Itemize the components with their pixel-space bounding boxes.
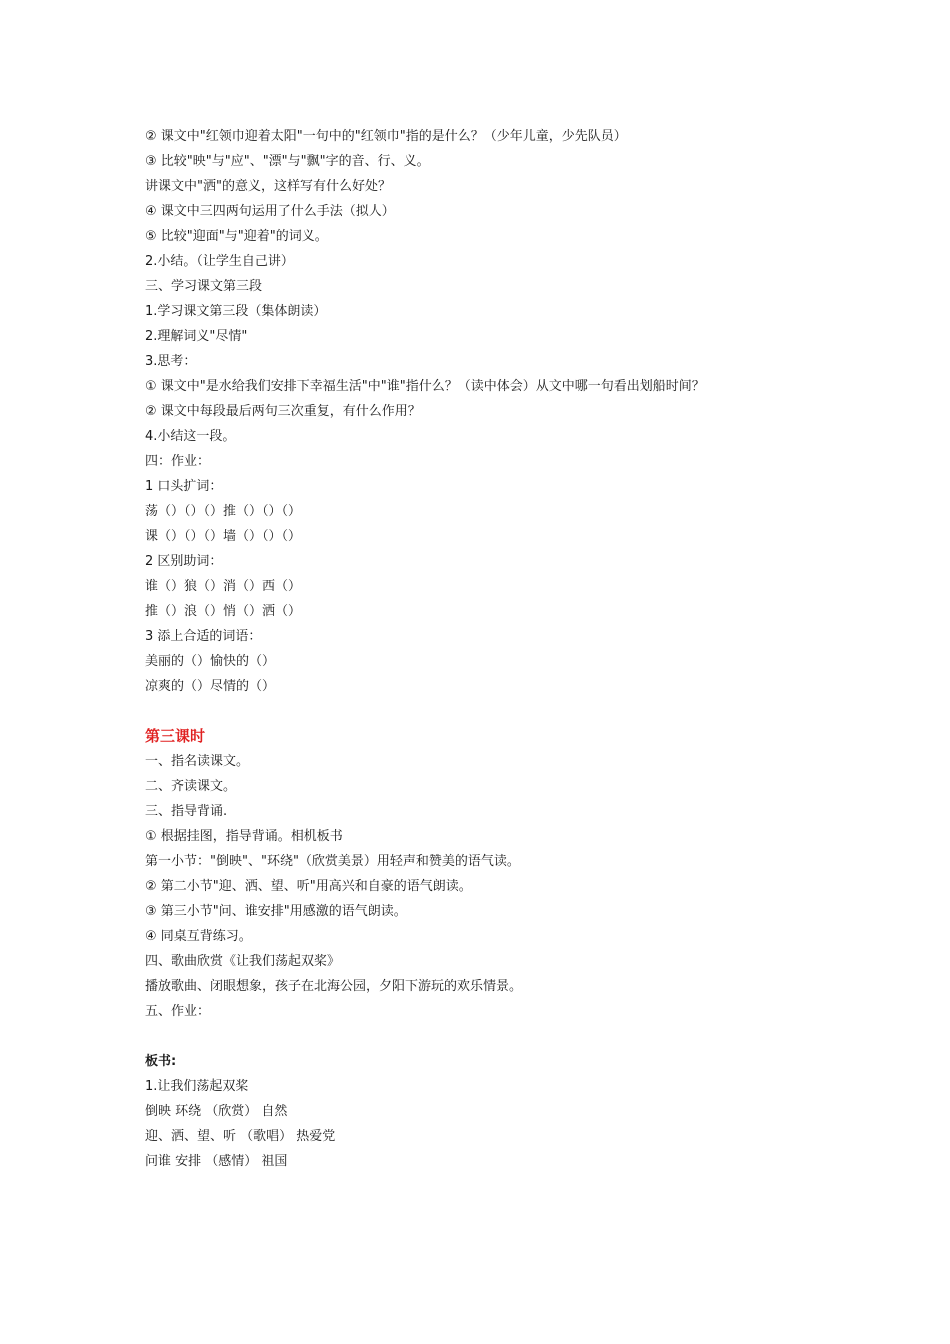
section-blackboard — [145, 1049, 845, 1174]
lesson-three-step-4: 四、歌曲欣赏《让我们荡起双桨》 — [145, 954, 341, 969]
homework-3-row-2: 凉爽的（）尽情的（） — [145, 679, 276, 694]
heading-part-three: 三、学习课文第三段 — [145, 279, 263, 294]
song-description: 播放歌曲、闭眼想象，孩子在北海公园，夕阳下游玩的欢乐情景。 — [145, 979, 523, 994]
blackboard-line-4: 问谁 安排 （感情） 祖国 — [145, 1154, 288, 1169]
lesson-three-step-5: 五、作业： — [145, 1004, 211, 1019]
think-question-1: ① 课文中"是水给我们安排下幸福生活"中"谁"指什么？（读中体会）从文中哪一句看出划船时间？ — [145, 379, 705, 394]
homework-2-title: 2 区别助词： — [145, 554, 223, 569]
homework-1-row-1: 荡（）（）（）推（）（）（） — [145, 504, 302, 519]
recite-item-3: ③ 第三小节"问、谁安排"用感激的语气朗读。 — [145, 904, 407, 919]
question-4-technique: ④ 课文中三四两句运用了什么手法（拟人） — [145, 204, 395, 219]
section-lesson-three — [145, 724, 845, 1024]
spacer — [145, 1024, 845, 1049]
question-3-compare-chars: ③ 比较"映"与"应"、"漂"与"飘"字的音、行、义。 — [145, 154, 430, 169]
homework-2-row-1: 谁（）狼（）消（）西（） — [145, 579, 302, 594]
blackboard-title: 板书: — [145, 1054, 177, 1069]
homework-1-row-2: 课（）（）（）墙（）（）（） — [145, 529, 302, 544]
homework-3-title: 3 添上合适的词语： — [145, 629, 262, 644]
recite-stanza-1: 第一小节："倒映"、"环绕"（欣赏美景）用轻声和赞美的语气读。 — [145, 854, 520, 869]
question-sa-meaning: 讲课文中"洒"的意义，这样写有什么好处？ — [145, 179, 391, 194]
homework-1-title: 1 口头扩词： — [145, 479, 223, 494]
lesson-three-step-2: 二、齐读课文。 — [145, 779, 237, 794]
summary-2: 2.小结。（让学生自己讲） — [145, 254, 294, 269]
blackboard-line-3: 迎、洒、望、听 （歌唱） 热爱党 — [145, 1129, 336, 1144]
step-2-vocab: 2.理解词义"尽情" — [145, 329, 248, 344]
heading-homework: 四：作业： — [145, 454, 211, 469]
document-page — [145, 124, 845, 1174]
spacer — [145, 699, 845, 724]
question-2-red-scarf: ② 课文中"红领巾迎着太阳"一句中的"红领巾"指的是什么？（少年儿童，少先队员） — [145, 129, 627, 144]
lesson-three-step-3: 三、指导背诵. — [145, 804, 228, 819]
section-lesson-two-continued — [145, 124, 845, 699]
recite-item-4: ④ 同桌互背练习。 — [145, 929, 252, 944]
lesson-three-step-1: 一、指名读课文。 — [145, 754, 250, 769]
blackboard-line-1: 1.让我们荡起双桨 — [145, 1079, 249, 1094]
recite-item-1: ① 根据挂图，指导背诵。相机板书 — [145, 829, 343, 844]
lesson-three-title: 第三课时 — [145, 727, 206, 745]
homework-3-row-1: 美丽的（）愉快的（） — [145, 654, 276, 669]
blackboard-line-2: 倒映 环绕 （欣赏） 自然 — [145, 1104, 288, 1119]
step-3-think: 3.思考： — [145, 354, 197, 369]
question-5-compare-words: ⑤ 比较"迎面"与"迎着"的词义。 — [145, 229, 328, 244]
step-1-read: 1.学习课文第三段（集体朗读） — [145, 304, 327, 319]
recite-item-2: ② 第二小节"迎、洒、望、听"用高兴和自豪的语气朗读。 — [145, 879, 472, 894]
think-question-2: ② 课文中每段最后两句三次重复，有什么作用？ — [145, 404, 421, 419]
homework-2-row-2: 推（）浪（）悄（）洒（） — [145, 604, 302, 619]
step-4-summary: 4.小结这一段。 — [145, 429, 236, 444]
